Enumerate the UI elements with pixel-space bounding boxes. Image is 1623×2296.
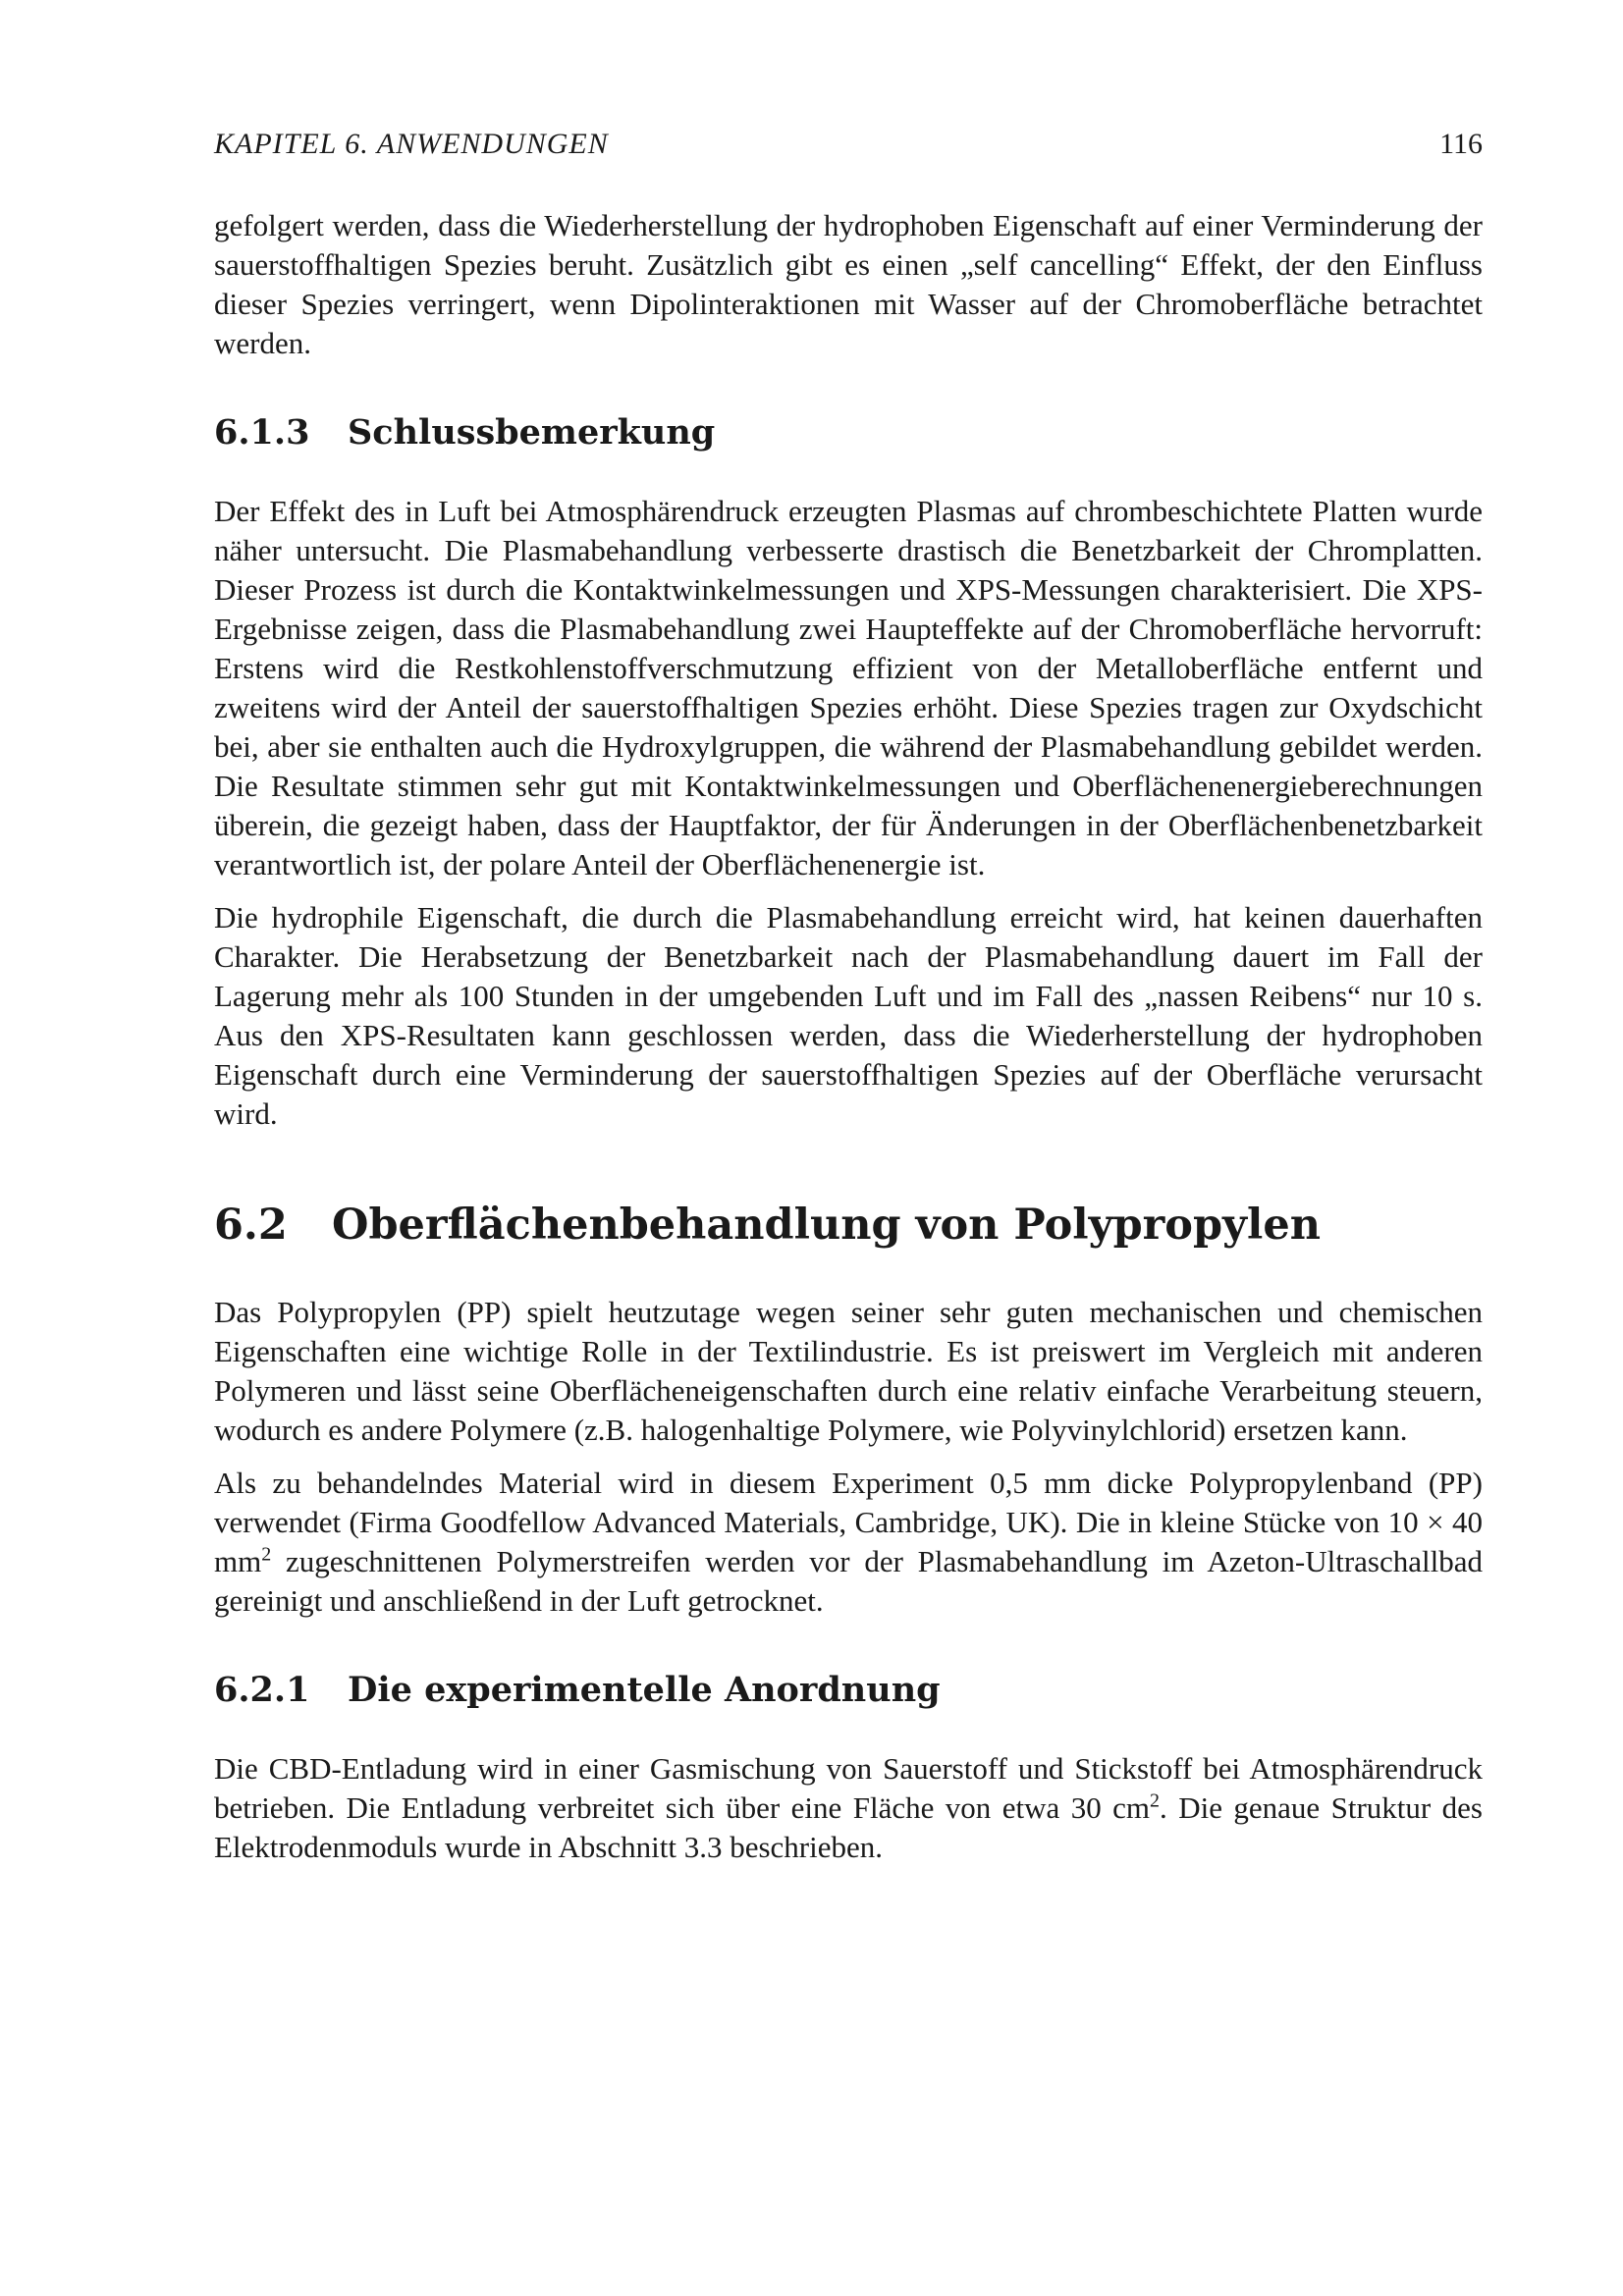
page — [214, 128, 1483, 1881]
paragraph: Der Effekt des in Luft bei Atmosphärendruck erzeugten Plasmas auf chrombeschichtete Platten wurde näher untersucht. Die Plasmabehandlung verbesserte drastisch die Benetzbarkeit der Chromplatten. Dieser Prozess ist durch die Kontaktwinkelmessungen und XPS-Messungen charakterisiert. Die XPS-Ergebnisse zeigen, dass die Plasmabehandlung zwei Haupteffekte auf der Chromoberfläche hervorruft: Erstens wird die Restkohlenstoffverschmutzung effizient von der Metalloberfläche entfernt und zweitens wird der Anteil der sauerstoffhaltigen Spezies erhöht. Diese Spezies tragen zur Oxydschicht bei, aber sie enthalten auch die Hydroxylgruppen, die während der Plasmabehandlung gebildet werden. Die Resultate stimmen sehr gut mit Kontaktwinkelmessungen und Oberflächenenergieberechnungen überein, die gezeigt haben, dass der Hauptfaktor, der für Änderungen in der Oberflächenbenetzbarkeit verantwortlich ist, der polare Anteil der Oberflächenenergie ist. — [214, 494, 1483, 881]
paragraph: Das Polypropylen (PP) spielt heutzutage wegen seiner sehr guten mechanischen und chemischen Eigenschaften eine wichtige Rolle in der Textilindustrie. Es ist preiswert im Vergleich mit anderen Polymeren und lässt seine Oberflächeneigenschaften durch eine relativ einfache Verarbeitung steuern, wodurch es andere Polymere (z.B. halogenhaltige Polymere, wie Polyvinylchlorid) ersetzen kann. — [214, 1295, 1483, 1447]
section-6-2-heading — [214, 1201, 1483, 1250]
section-number: 6.2.1 — [214, 1670, 310, 1710]
superscript: 2 — [261, 1543, 272, 1566]
superscript: 2 — [1150, 1789, 1161, 1812]
intro-paragraph: gefolgert werden, dass die Wiederherstellung der hydrophoben Eigenschaft auf einer Verminderung der sauerstoffhaltigen Spezies beruht. Zusätzlich gibt es einen „self cancelling“ Effekt, der den Einfluss dieser Spezies verringert, wenn Dipolinteraktionen mit Wasser auf der Chromoberfläche betrachtet werden. — [214, 208, 1483, 360]
section-number: 6.1.3 — [214, 412, 310, 453]
running-header — [214, 128, 1483, 179]
section-title: Schlussbemerkung — [348, 412, 716, 453]
section-title: Oberflächenbehandlung von Polypropylen — [332, 1201, 1321, 1250]
paragraph: Die hydrophile Eigenschaft, die durch die Plasmabehandlung erreicht wird, hat keinen dauerhaften Charakter. Die Herabsetzung der Benetzbarkeit nach der Plasmabehandlung dauert im Fall der Lagerung mehr als 100 Stunden in der umgebenden Luft und im Fall des „nassen Reibens“ nur 10 s. Aus den XPS-Resultaten kann geschlossen werden, dass die Wiederherstellung der hydrophoben Eigenschaft durch eine Verminderung der sauerstoffhaltigen Spezies auf der Oberfläche verursacht wird. — [214, 900, 1483, 1131]
paragraph — [214, 1749, 1483, 1867]
section-title: Die experimentelle Anordnung — [348, 1670, 941, 1710]
paragraph — [214, 1464, 1483, 1621]
chapter-title: KAPITEL 6. ANWENDUNGEN — [214, 128, 609, 160]
text-run: . Die genaue Struktur des Elektrodenmoduls wurde in Abschnitt 3.3 beschrieben. — [214, 1790, 1483, 1864]
text-run: Als zu behandelndes Material wird in diesem Experiment 0,5 mm dicke Polypropylenband (PP) verwendet (Firma Goodfellow Advanced Materials, Cambridge, UK). Die in kleine Stücke von 10 × 40 mm — [214, 1466, 1483, 1578]
section-number: 6.2 — [214, 1201, 288, 1250]
text-run: zugeschnittenen Polymerstreifen werden vor der Plasmabehandlung im Azeton-Ultraschallbad gereinigt und anschließend in der Luft getrocknet. — [214, 1544, 1483, 1618]
page-number: 116 — [1439, 128, 1483, 160]
section-6-1-3-heading — [214, 412, 1483, 453]
text-run: Die CBD-Entladung wird in einer Gasmischung von Sauerstoff und Stickstoff bei Atmosphärendruck betrieben. Die Entladung verbreitet sich über eine Fläche von etwa 30 cm — [214, 1751, 1483, 1825]
section-6-2-1-heading — [214, 1670, 1483, 1710]
